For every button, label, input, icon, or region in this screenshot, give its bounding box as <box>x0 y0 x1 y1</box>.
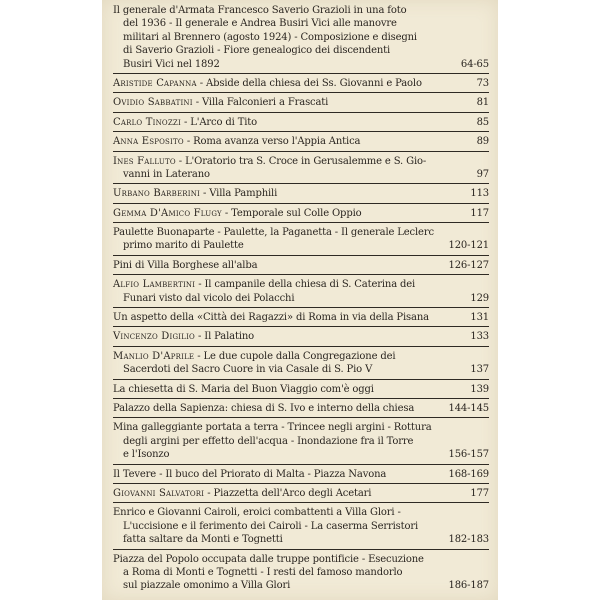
toc-entry-author: Anna Esposito <box>113 136 184 148</box>
toc-entry-text: sul piazzale omonimo a Villa Glori <box>123 580 291 592</box>
toc-entry-text: vanni in Laterano <box>123 168 210 180</box>
toc-entry <box>113 259 489 275</box>
toc-entry-page-number: 73 <box>476 77 489 89</box>
toc-entry-author: Aristide Capanna <box>113 77 197 89</box>
toc-entry-line <box>113 226 489 239</box>
toc-entry <box>113 116 489 132</box>
toc-entry-text: - Le due cupole dalla Congregazione dei <box>194 350 396 362</box>
toc-entry <box>113 207 489 223</box>
toc-entry <box>113 553 489 595</box>
toc-entry-line <box>113 239 489 252</box>
toc-entry-text: - Il Palatino <box>194 331 255 343</box>
toc-entry <box>113 4 489 74</box>
toc-entry-text: Palazzo della Sapienza: chiesa di S. Ivo e interno della chiesa <box>113 402 415 414</box>
toc-entry-page-number: 156-157 <box>448 449 489 461</box>
toc-entry-text: Il Tevere - Il buco del Priorato di Malta - Piazza Navona <box>113 468 387 480</box>
toc-entry-text: - Abside della chiesa dei Ss. Giovanni e Paolo <box>196 77 422 89</box>
toc-entry-line <box>113 448 489 461</box>
toc-entry-text: Piazza del Popolo occupata dalle truppe pontificie - Esecuzione <box>113 553 424 565</box>
toc-entry-text: Mina galleggiante portata a terra - Trincee negli argini - Rottura <box>113 422 432 434</box>
toc-entry-line <box>113 168 489 181</box>
toc-entry-page-number: 186-187 <box>448 580 489 592</box>
toc-entry-line <box>113 135 489 148</box>
toc-entry-page-number: 85 <box>476 116 489 128</box>
toc-entry-text: Sacerdoti del Sacro Cuore in via Casale di S. Pio V <box>123 364 373 376</box>
toc-entry-line <box>113 116 489 129</box>
toc-entry-text: Pini di Villa Borghese all'alba <box>113 259 258 271</box>
toc-entry-page-number: 113 <box>470 188 489 200</box>
toc-entry-text: Enrico e Giovanni Cairoli, eroici combattenti a Villa Glori - <box>113 507 401 519</box>
toc-entry-page-number: 168-169 <box>448 468 489 480</box>
toc-entry-line <box>113 96 489 109</box>
toc-entry <box>113 187 489 203</box>
toc-entry-page-number: 64-65 <box>460 58 489 70</box>
toc-entry <box>113 421 489 464</box>
toc-entry-page-number: 89 <box>476 136 489 148</box>
toc-entry-author: Ovidio Sabbatini <box>113 97 193 109</box>
toc-entry <box>113 506 489 549</box>
toc-entry-page-number: 133 <box>470 331 489 343</box>
toc-entry-line <box>113 44 489 57</box>
toc-entry <box>113 468 489 484</box>
toc-entry-line <box>113 553 489 566</box>
book-page <box>102 0 498 600</box>
toc-entry-line <box>113 311 489 324</box>
toc-entry <box>113 330 489 346</box>
toc-entry-text: - L'Oratorio tra S. Croce in Gerusalemme e S. Gio- <box>175 155 427 167</box>
toc-entry-text: Funari visto dal vicolo dei Polacchi <box>123 292 295 304</box>
toc-entry-line <box>113 259 489 272</box>
toc-entry-author: Gemma D'Amico Flugy <box>113 207 222 219</box>
toc-entry-text: e l'Isonzo <box>123 449 170 461</box>
toc-entry-text: La chiesetta di S. Maria del Buon Viaggio com'è oggi <box>113 383 374 395</box>
toc-entry-page-number: 131 <box>470 312 489 324</box>
toc-entry-text: - Villa Falconieri a Frascati <box>192 97 329 109</box>
toc-entry <box>113 487 489 503</box>
toc-entry-line <box>113 421 489 434</box>
toc-entry-text: degli argini per effetto dell'acqua - Inondazione fra il Torre <box>123 435 414 447</box>
toc-entry-author: Carlo Tinozzi <box>113 116 181 128</box>
toc-entry-line <box>113 292 489 305</box>
toc-entry-author: Vincenzo Digilio <box>113 331 195 343</box>
toc-entry-page-number: 137 <box>470 364 489 376</box>
toc-entry-line <box>113 187 489 200</box>
toc-entry-page-number: 129 <box>470 292 489 304</box>
toc-entry-line <box>113 278 489 291</box>
toc-entry-text: militari al Brennero (agosto 1924) - Composizione e disegni <box>123 31 417 43</box>
toc-entry-text: di Saverio Grazioli - Fiore genealogico dei discendenti <box>123 45 391 57</box>
toc-entry-line <box>113 17 489 30</box>
table-of-contents <box>113 4 489 598</box>
toc-entry-text: - Piazzetta dell'Arco degli Acetari <box>204 487 372 499</box>
toc-entry-text: del 1936 - Il generale e Andrea Busiri Vici alle manovre <box>123 18 397 30</box>
toc-entry-text: - L'Arco di Tito <box>180 116 258 128</box>
toc-entry-text: - Temporale sul Colle Oppio <box>221 207 362 219</box>
toc-entry <box>113 96 489 112</box>
toc-entry-line <box>113 207 489 220</box>
toc-entry <box>113 135 489 151</box>
toc-entry <box>113 350 489 380</box>
toc-entry <box>113 155 489 185</box>
toc-entry-line <box>113 487 489 500</box>
toc-entry <box>113 383 489 399</box>
toc-entry-page-number: 177 <box>470 487 489 499</box>
toc-entry-text: - Il campanile della chiesa di S. Caterina dei <box>195 279 416 291</box>
toc-entry-author: Ines Falluto <box>113 155 176 167</box>
toc-entry-page-number: 126-127 <box>448 259 489 271</box>
toc-entry-line <box>113 77 489 90</box>
toc-entry-page-number: 97 <box>476 168 489 180</box>
toc-entry-line <box>113 31 489 44</box>
toc-entry-line <box>113 520 489 533</box>
toc-entry-line <box>113 533 489 546</box>
toc-entry-line <box>113 435 489 448</box>
toc-entry-line <box>113 58 489 71</box>
toc-entry-text: Un aspetto della «Città dei Ragazzi» di Roma in via della Pisana <box>113 312 429 324</box>
toc-entry-line <box>113 579 489 592</box>
toc-entry-text: a Roma di Monti e Tognetti - I resti del famoso mandorlo <box>123 566 403 578</box>
toc-entry <box>113 278 489 308</box>
toc-entry-line <box>113 155 489 168</box>
toc-entry-page-number: 182-183 <box>448 534 489 546</box>
toc-entry-page-number: 117 <box>470 207 489 219</box>
toc-entry-line <box>113 383 489 396</box>
toc-entry-line <box>113 350 489 363</box>
toc-entry-line <box>113 566 489 579</box>
toc-entry-line <box>113 330 489 343</box>
toc-entry-page-number: 144-145 <box>448 402 489 414</box>
toc-entry-text: Paulette Buonaparte - Paulette, la Paganetta - Il generale Leclerc <box>113 227 434 239</box>
toc-entry-page-number: 120-121 <box>448 240 489 252</box>
toc-entry-page-number: 139 <box>470 383 489 395</box>
toc-entry-line <box>113 402 489 415</box>
toc-entry-author: Giovanni Salvatori <box>113 487 205 499</box>
toc-entry-line <box>113 468 489 481</box>
toc-entry <box>113 226 489 256</box>
toc-entry-text: - Villa Pamphili <box>200 188 278 200</box>
toc-entry-line <box>113 363 489 376</box>
toc-entry-text: L'uccisione e il ferimento dei Cairoli - La caserma Serristori <box>123 520 419 532</box>
toc-entry-page-number: 81 <box>476 97 489 109</box>
toc-entry <box>113 77 489 93</box>
toc-entry-text: Il generale d'Armata Francesco Saverio Grazioli in una foto <box>113 5 407 16</box>
toc-entry <box>113 402 489 418</box>
toc-entry-author: Manlio D'Aprile <box>113 350 195 362</box>
toc-entry-line <box>113 4 489 17</box>
toc-entry-text: primo marito di Paulette <box>123 240 244 252</box>
toc-entry-author: Urbano Barberini <box>113 188 200 200</box>
toc-entry-text: Busiri Vici nel 1892 <box>123 58 220 70</box>
toc-entry <box>113 311 489 327</box>
toc-entry-author: Alfio Lambertini <box>113 279 196 291</box>
toc-entry-text: fatta saltare da Monti e Tognetti <box>123 534 283 546</box>
toc-entry-line <box>113 506 489 519</box>
toc-entry-text: - Roma avanza verso l'Appia Antica <box>183 136 361 148</box>
